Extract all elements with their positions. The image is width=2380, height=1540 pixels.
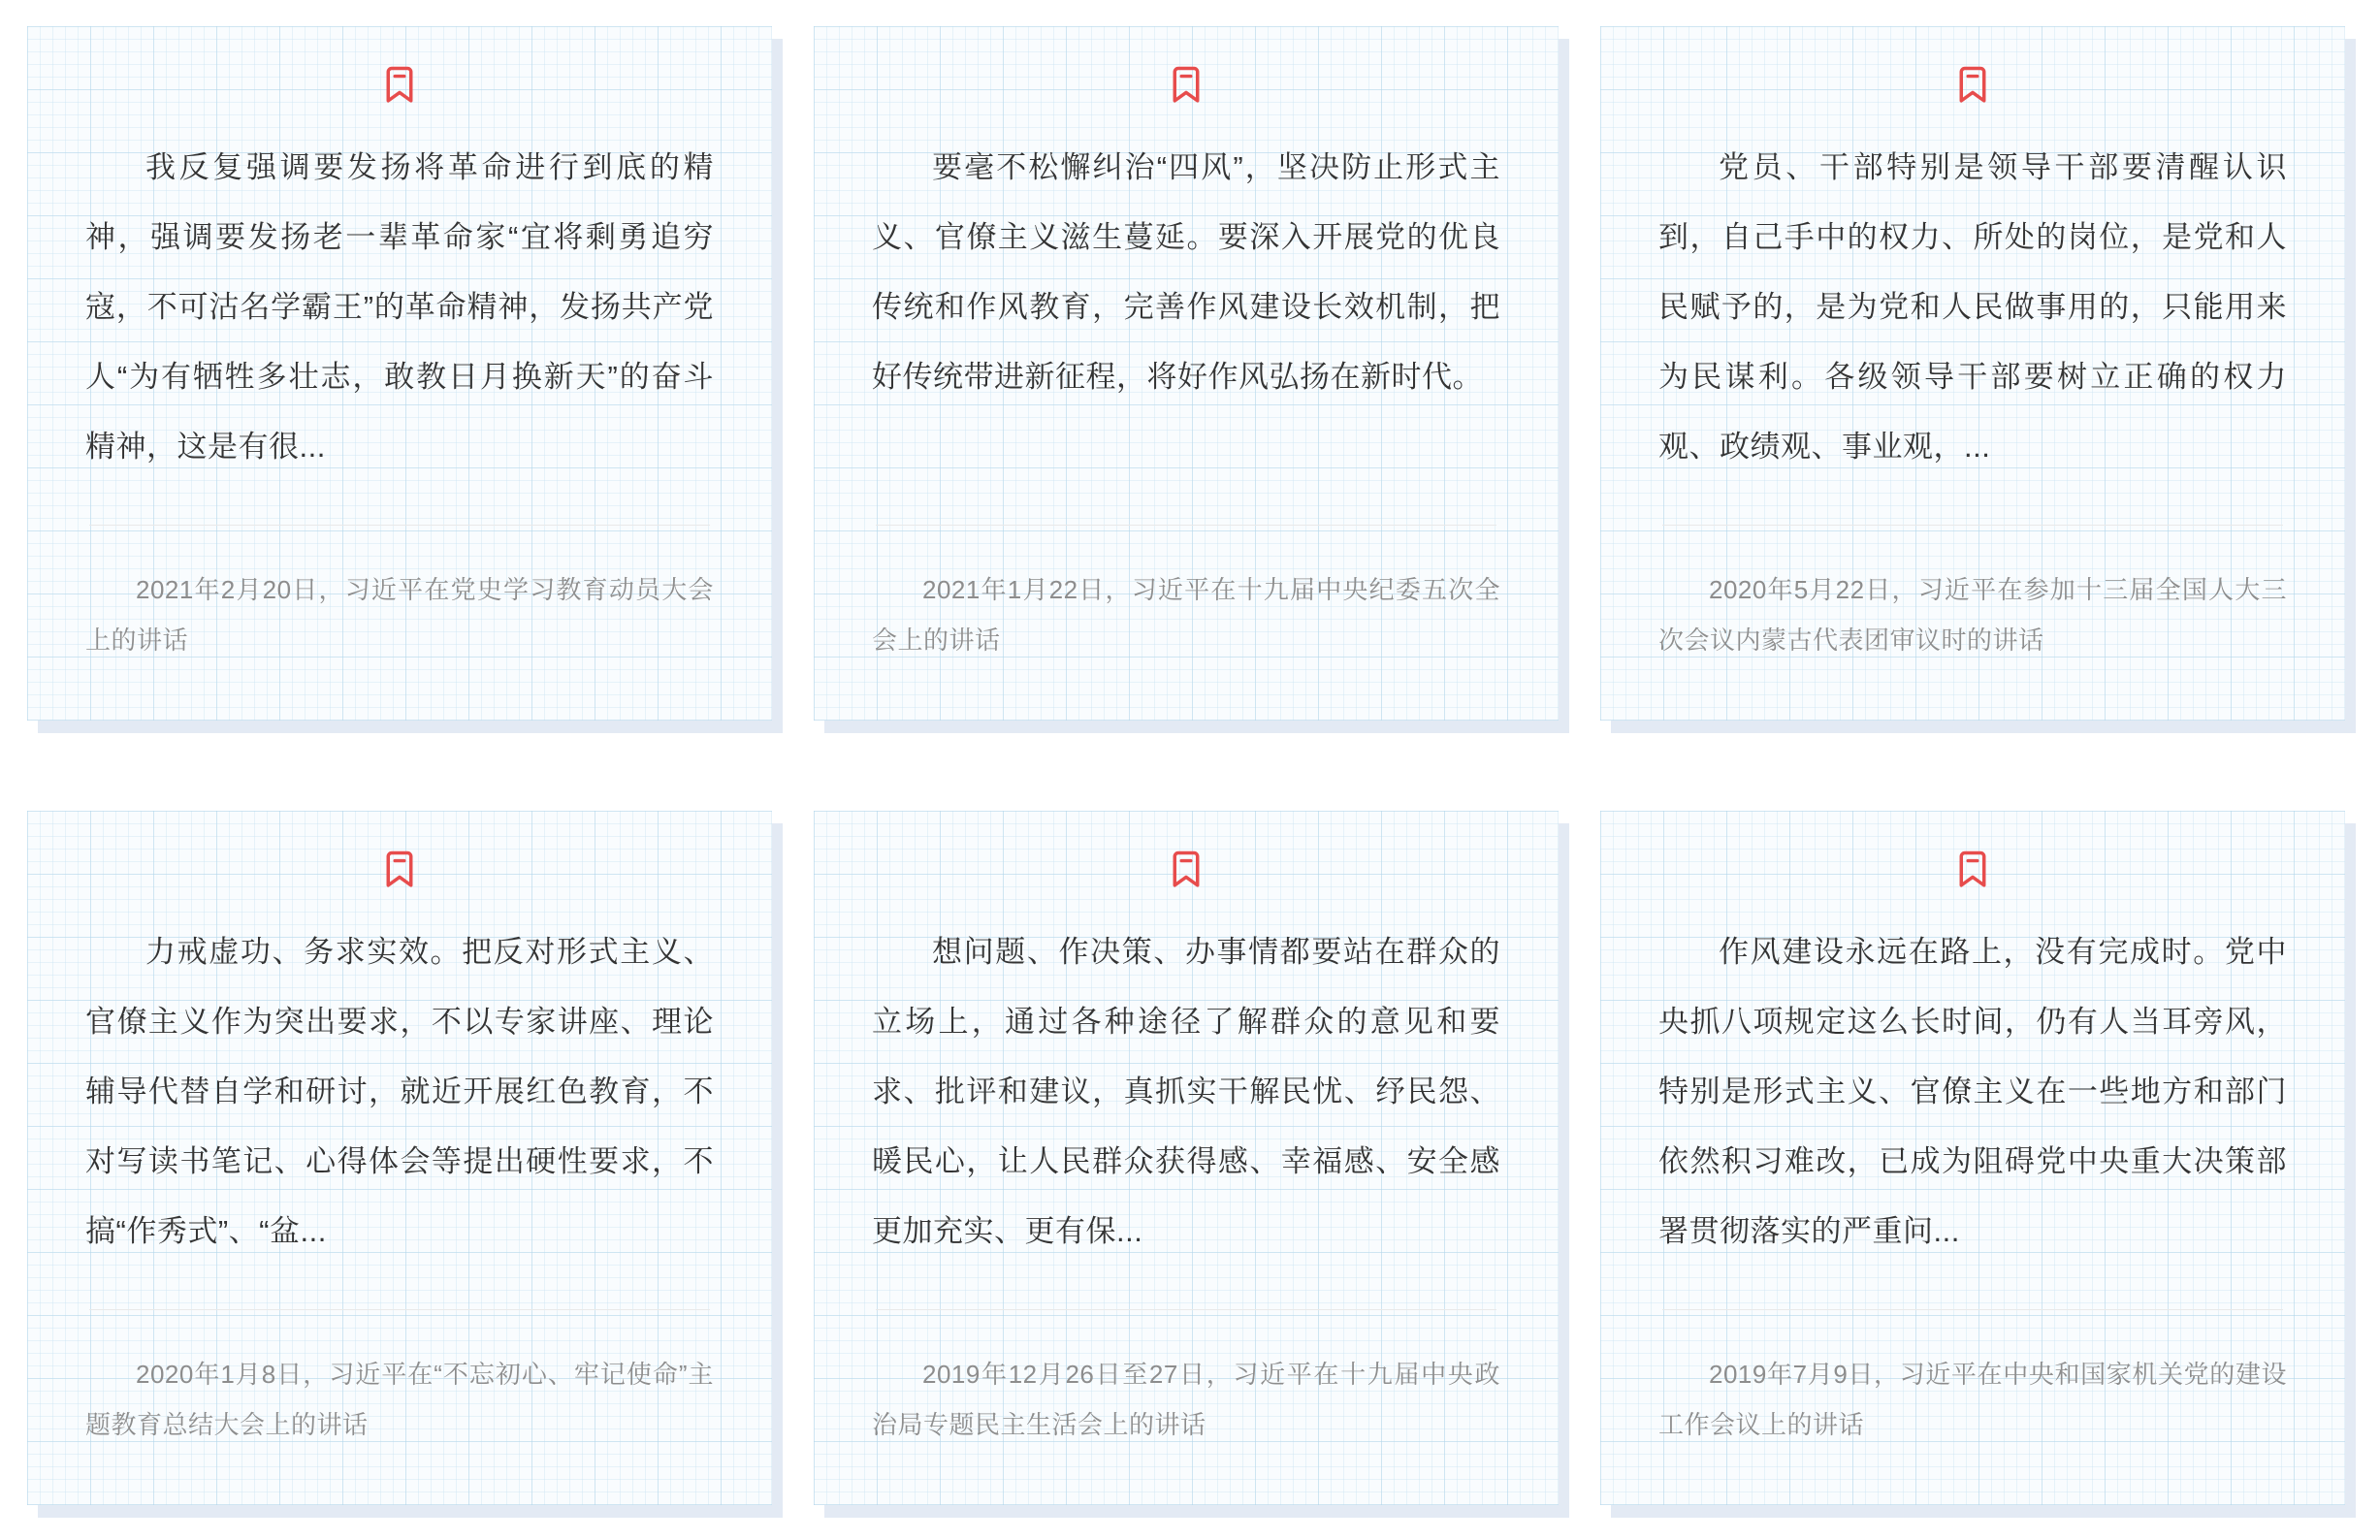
bookmark-icon[interactable] xyxy=(378,848,421,890)
quote-text: 我反复强调要发扬将革命进行到底的精神，强调要发扬老一辈革命家“宜将剩勇追穷寇，不可沽名学霸王”的革命精神，发扬共产党人“为有牺牲多壮志，敢教日月换新天”的奋斗精神，这是有很... xyxy=(85,150,714,464)
quote-card xyxy=(27,26,772,721)
quote-source: 2019年12月26日至27日，习近平在十九届中央政治局专题民主生活会上的讲话 xyxy=(872,1360,1500,1439)
quote-source: 2021年1月22日，习近平在十九届中央纪委五次全会上的讲话 xyxy=(872,575,1500,655)
quote-card xyxy=(1600,811,2345,1505)
quote-text: 想问题、作决策、办事情都要站在群众的立场上，通过各种途径了解群众的意见和要求、批评和建议，真抓实干解民忧、纾民怨、暖民心，让人民群众获得感、幸福感、安全感更加充实、更有保... xyxy=(872,935,1500,1248)
quote-text: 要毫不松懈纠治“四风”，坚决防止形式主义、官僚主义滋生蔓延。要深入开展党的优良传统和作风教育，完善作风建设长效机制，把好传统带进新征程，将好作风弘扬在新时代。 xyxy=(872,150,1500,394)
quote-text: 作风建设永远在路上，没有完成时。党中央抓八项规定这么长时间，仍有人当耳旁风，特别是形式主义、官僚主义在一些地方和部门依然积习难改，已成为阻碍党中央重大决策部署贯彻落实的严重问... xyxy=(1658,935,2287,1248)
quote-card xyxy=(27,811,772,1505)
quote-card xyxy=(1600,26,2345,721)
quote-source: 2020年5月22日，习近平在参加十三届全国人大三次会议内蒙古代表团审议时的讲话 xyxy=(1658,575,2287,655)
bookmark-icon[interactable] xyxy=(378,63,421,106)
quote-text: 力戒虚功、务求实效。把反对形式主义、官僚主义作为突出要求，不以专家讲座、理论辅导代替自学和研讨，就近开展红色教育，不对写读书笔记、心得体会等提出硬性要求，不搞“作秀式”、“盆... xyxy=(85,935,714,1248)
quote-source: 2020年1月8日，习近平在“不忘初心、牢记使命”主题教育总结大会上的讲话 xyxy=(85,1360,714,1439)
quote-card xyxy=(814,811,1559,1505)
card-divider xyxy=(876,525,1496,526)
card-divider xyxy=(1662,525,2283,526)
quote-text: 党员、干部特别是领导干部要清醒认识到，自己手中的权力、所处的岗位，是党和人民赋予的，是为党和人民做事用的，只能用来为民谋利。各级领导干部要树立正确的权力观、政绩观、事业观，... xyxy=(1658,150,2287,464)
quote-source: 2019年7月9日，习近平在中央和国家机关党的建设工作会议上的讲话 xyxy=(1658,1360,2287,1439)
bookmark-icon[interactable] xyxy=(1165,848,1207,890)
card-divider xyxy=(89,525,710,526)
card-divider xyxy=(876,1309,1496,1310)
bookmark-icon[interactable] xyxy=(1165,63,1207,106)
card-divider xyxy=(89,1309,710,1310)
card-divider xyxy=(1662,1309,2283,1310)
bookmark-icon[interactable] xyxy=(1951,63,1994,106)
bookmark-icon[interactable] xyxy=(1951,848,1994,890)
quote-source: 2021年2月20日，习近平在党史学习教育动员大会上的讲话 xyxy=(85,575,714,655)
quote-card xyxy=(814,26,1559,721)
